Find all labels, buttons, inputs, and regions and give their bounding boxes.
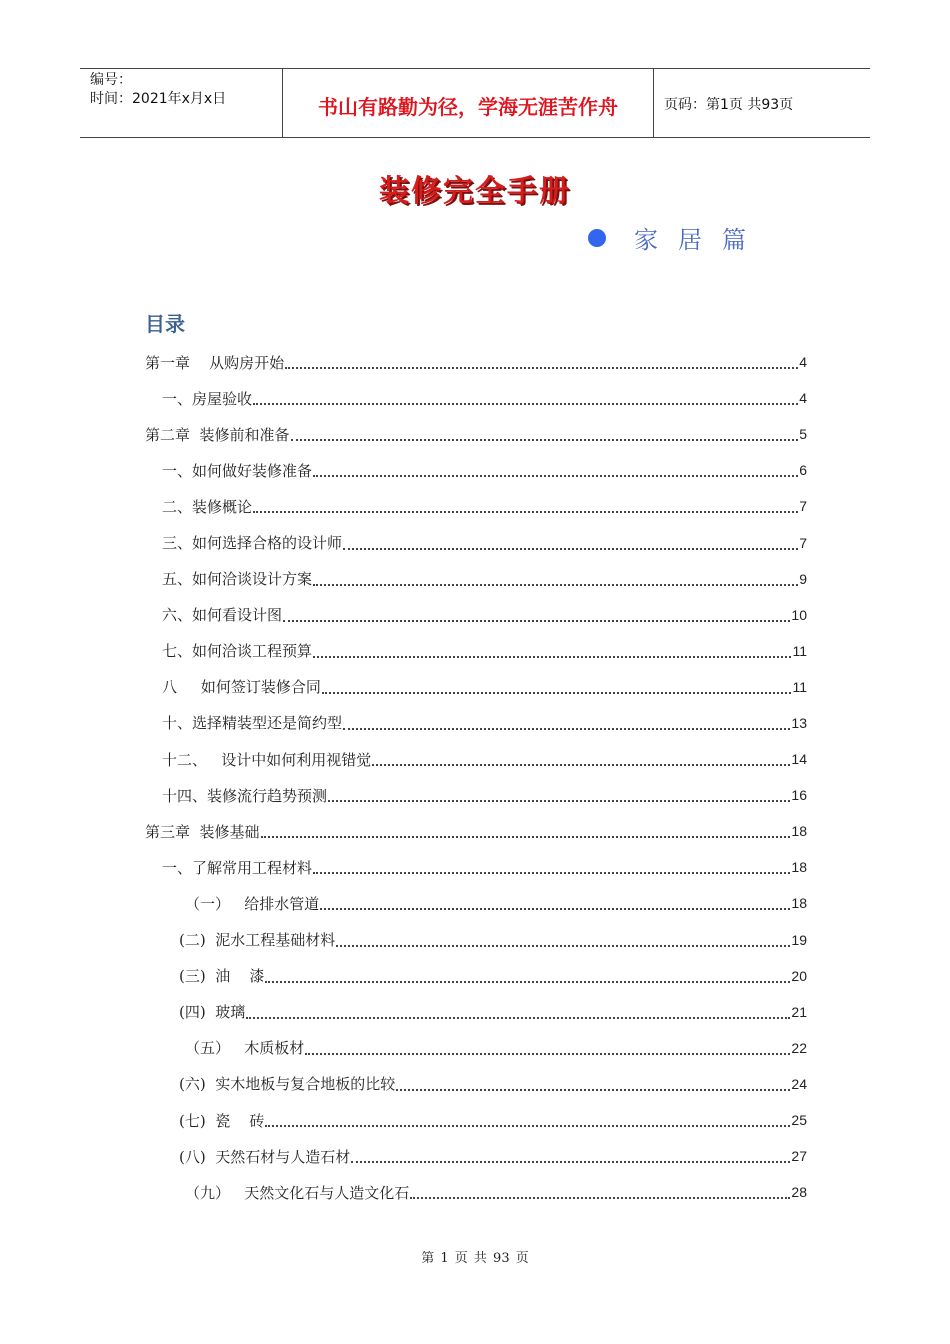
toc-entry[interactable] (145, 994, 807, 1030)
toc-entry-label: 十四、装修流行趋势预测 (162, 786, 328, 805)
toc-dot-leader (313, 858, 790, 874)
toc-entry[interactable] (145, 1174, 807, 1210)
toc-entry-page: 20 (791, 967, 807, 984)
toc-dot-leader (291, 425, 799, 441)
toc-entry-page: 18 (791, 895, 807, 912)
toc-entry-label: (三) 油 漆 (179, 967, 265, 986)
toc-entry-page: 28 (791, 1184, 807, 1201)
toc-entry-page: 4 (799, 390, 807, 407)
document-title: 装修完全手册 (379, 174, 571, 209)
toc-entry-label: (七) 瓷 砖 (179, 1111, 265, 1130)
toc-entry-label: 一、房屋验收 (162, 389, 253, 408)
toc-entry-label: 第二章 装修前和准备 (145, 425, 290, 444)
toc-entry[interactable] (145, 1138, 807, 1174)
toc-entry-page: 4 (799, 354, 807, 371)
toc-entry-label: 一、了解常用工程材料 (162, 858, 313, 877)
toc-heading: 目录 (145, 312, 185, 336)
toc-entry[interactable] (145, 777, 807, 813)
toc-entry-label: 五、如何洽谈设计方案 (162, 570, 313, 589)
toc-entry-page: 11 (792, 678, 807, 695)
toc-entry-page: 18 (791, 823, 807, 840)
toc-dot-leader (253, 389, 798, 405)
toc-entry-label: 第一章 从购房开始 (145, 353, 285, 372)
page-footer: 第 1 页 共 93 页 (421, 1251, 529, 1266)
toc-entry[interactable] (145, 561, 807, 597)
toc-entry[interactable] (145, 597, 807, 633)
toc-dot-leader (285, 353, 798, 369)
toc-dot-leader (396, 1075, 790, 1091)
toc-entry-page: 21 (791, 1003, 807, 1020)
toc-entry-label: 十二、 设计中如何利用视错觉 (162, 750, 372, 769)
toc-entry[interactable] (145, 633, 807, 669)
toc-entry[interactable] (145, 488, 807, 524)
toc-entry-page: 27 (791, 1148, 807, 1165)
toc-entry-page: 5 (799, 426, 807, 443)
toc-dot-leader (261, 822, 791, 838)
toc-entry-label: (四) 玻璃 (179, 1003, 246, 1022)
toc-entry-page: 6 (799, 462, 807, 479)
toc-entry-page: 16 (791, 787, 807, 804)
toc-entry-page: 13 (791, 714, 807, 731)
toc-dot-leader (343, 714, 790, 730)
toc-entry[interactable] (145, 705, 807, 741)
toc-entry-page: 10 (791, 606, 807, 623)
toc-dot-leader (253, 497, 798, 513)
toc-entry[interactable] (145, 1102, 807, 1138)
toc-dot-leader (328, 786, 790, 802)
toc-entry-label: 七、如何洽谈工程预算 (162, 642, 313, 661)
toc-dot-leader (305, 1039, 790, 1055)
toc-dot-leader (265, 967, 790, 983)
toc-entry-page: 7 (799, 534, 807, 551)
toc-entry[interactable] (145, 380, 807, 416)
toc-entry-label: （一） 给排水管道 (185, 894, 320, 913)
header-page-info: 页码：第1页 共93页 (664, 97, 794, 113)
toc-entry-label: （九） 天然文化石与人造文化石 (185, 1183, 410, 1202)
toc-entry-label: (八) 天然石材与人造石材 (179, 1147, 351, 1166)
toc-entry-label: 二、装修概论 (162, 497, 253, 516)
toc-entry[interactable] (145, 958, 807, 994)
toc-entry[interactable] (145, 813, 807, 849)
header-meta (80, 69, 282, 137)
toc-entry-page: 18 (791, 859, 807, 876)
toc-entry[interactable] (145, 1066, 807, 1102)
subtitle-text: 家居篇 (634, 226, 766, 254)
toc-entry[interactable] (145, 524, 807, 560)
subtitle (588, 220, 766, 255)
toc-entry[interactable] (145, 452, 807, 488)
toc-entry[interactable] (145, 416, 807, 452)
toc-entry-label: （五） 木质板材 (185, 1039, 305, 1058)
toc-entry-page: 24 (791, 1075, 807, 1092)
number-label: 编号： (90, 72, 132, 88)
toc-dot-leader (320, 894, 790, 910)
toc-entry-label: 一、如何做好装修准备 (162, 461, 313, 480)
toc-dot-leader (265, 1111, 790, 1127)
toc-entry[interactable] (145, 922, 807, 958)
toc-entry-label: 三、如何选择合格的设计师 (162, 534, 343, 553)
toc-dot-leader (322, 678, 792, 694)
toc-dot-leader (246, 1003, 790, 1019)
toc-entry-page: 11 (792, 642, 807, 659)
toc-dot-leader (351, 1147, 790, 1163)
toc-dot-leader (336, 931, 790, 947)
toc-entry[interactable] (145, 741, 807, 777)
toc-entry-label: (六) 实木地板与复合地板的比较 (179, 1075, 396, 1094)
toc-dot-leader (283, 606, 790, 622)
toc-entry[interactable] (145, 669, 807, 705)
toc-entry-label: 八 如何签订装修合同 (162, 678, 321, 697)
toc-entry-page: 14 (791, 751, 807, 768)
document-header (80, 68, 870, 138)
toc-entry-page: 7 (799, 498, 807, 515)
toc-entry[interactable] (145, 344, 807, 380)
toc-entry-page: 25 (791, 1112, 807, 1129)
toc-dot-leader (343, 534, 798, 550)
time-label: 时间：2021年x月x日 (90, 91, 227, 107)
bullet-dot-icon (588, 229, 606, 247)
toc-entry-page: 9 (799, 570, 807, 587)
toc-entry-label: 第三章 装修基础 (145, 822, 260, 841)
toc-dot-leader (313, 570, 798, 586)
toc-entry-page: 19 (791, 931, 807, 948)
header-motto: 书山有路勤为径，学海无涯苦作舟 (282, 69, 654, 137)
toc-dot-leader (372, 750, 790, 766)
toc-dot-leader (313, 461, 798, 477)
toc-entry[interactable] (145, 885, 807, 921)
toc-entry-page: 22 (791, 1039, 807, 1056)
table-of-contents (145, 344, 807, 1210)
toc-dot-leader (410, 1183, 790, 1199)
toc-dot-leader (313, 642, 791, 658)
toc-entry-label: 六、如何看设计图 (162, 606, 283, 625)
toc-entry-label: 十、选择精装型还是简约型 (162, 714, 343, 733)
toc-entry[interactable] (145, 1030, 807, 1066)
toc-entry-label: (二) 泥水工程基础材料 (179, 931, 336, 950)
toc-entry[interactable] (145, 849, 807, 885)
